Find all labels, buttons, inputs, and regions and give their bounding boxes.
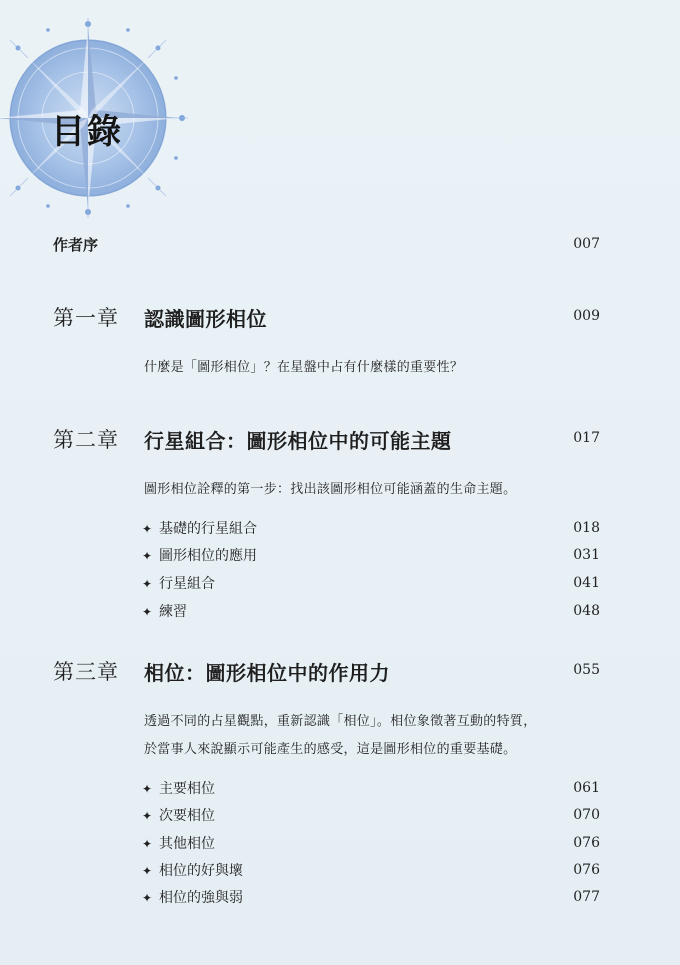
list-item[interactable] bbox=[142, 805, 215, 825]
preface-label[interactable]: 作者序 bbox=[53, 236, 99, 254]
list-item[interactable] bbox=[142, 601, 187, 621]
chapter-1-label[interactable]: 第一章 bbox=[53, 306, 119, 330]
list-item[interactable] bbox=[142, 860, 243, 880]
chapter-2-title[interactable]: 行星組合：圖形相位中的可能主題 bbox=[144, 429, 452, 453]
list-item-page-number: 048 bbox=[573, 603, 600, 619]
list-item-label: 相位的強與弱 bbox=[159, 890, 243, 906]
list-item-label: 練習 bbox=[159, 604, 187, 620]
chapter-3-title[interactable]: 相位：圖形相位中的作用力 bbox=[144, 661, 390, 685]
page-title: 目錄 bbox=[51, 112, 123, 152]
chapter-1-description: 什麼是「圖形相位」？在星盤中占有什麼樣的重要性？ bbox=[144, 360, 464, 375]
four-point-star-icon: ✦ bbox=[142, 809, 153, 823]
four-point-star-icon: ✦ bbox=[142, 782, 153, 796]
list-item[interactable] bbox=[142, 887, 243, 907]
list-item[interactable] bbox=[142, 545, 257, 565]
chapter-1-title[interactable]: 認識圖形相位 bbox=[144, 307, 267, 331]
chapter-3-page-number: 055 bbox=[573, 662, 600, 678]
chapter-2-page-number: 017 bbox=[573, 430, 600, 446]
four-point-star-icon: ✦ bbox=[142, 837, 153, 851]
preface-page-number: 007 bbox=[573, 236, 600, 252]
chapter-2-description: 圖形相位詮釋的第一步：找出該圖形相位可能涵蓋的生命主題。 bbox=[144, 482, 517, 497]
list-item-label: 行星組合 bbox=[159, 576, 215, 592]
chapter-3-description-line-1: 透過不同的占星觀點，重新認識「相位」。相位象徵著互動的特質， bbox=[144, 714, 537, 729]
list-item[interactable] bbox=[142, 573, 215, 593]
list-item-page-number: 018 bbox=[573, 520, 600, 536]
four-point-star-icon: ✦ bbox=[142, 891, 153, 905]
list-item-page-number: 031 bbox=[573, 547, 600, 563]
list-item-label: 相位的好與壞 bbox=[159, 863, 243, 879]
list-item[interactable] bbox=[142, 778, 215, 798]
list-item-label: 主要相位 bbox=[159, 781, 215, 797]
list-item-page-number: 077 bbox=[573, 889, 600, 905]
list-item-page-number: 041 bbox=[573, 575, 600, 591]
four-point-star-icon: ✦ bbox=[142, 605, 153, 619]
list-item-page-number: 061 bbox=[573, 780, 600, 796]
list-item-label: 次要相位 bbox=[159, 808, 215, 824]
chapter-3-description-line-2: 於當事人來說顯示可能產生的感受，這是圖形相位的重要基礎。 bbox=[144, 742, 517, 757]
four-point-star-icon: ✦ bbox=[142, 522, 153, 536]
list-item[interactable] bbox=[142, 518, 257, 538]
list-item-label: 基礎的行星組合 bbox=[159, 521, 257, 537]
list-item[interactable] bbox=[142, 833, 215, 853]
four-point-star-icon: ✦ bbox=[142, 577, 153, 591]
list-item-page-number: 076 bbox=[573, 835, 600, 851]
list-item-page-number: 070 bbox=[573, 807, 600, 823]
list-item-page-number: 076 bbox=[573, 862, 600, 878]
list-item-label: 圖形相位的應用 bbox=[159, 548, 257, 564]
four-point-star-icon: ✦ bbox=[142, 864, 153, 878]
four-point-star-icon: ✦ bbox=[142, 549, 153, 563]
chapter-3-label[interactable]: 第三章 bbox=[53, 660, 119, 684]
chapter-2-label[interactable]: 第二章 bbox=[53, 428, 119, 452]
chapter-1-page-number: 009 bbox=[573, 308, 600, 324]
list-item-label: 其他相位 bbox=[159, 836, 215, 852]
